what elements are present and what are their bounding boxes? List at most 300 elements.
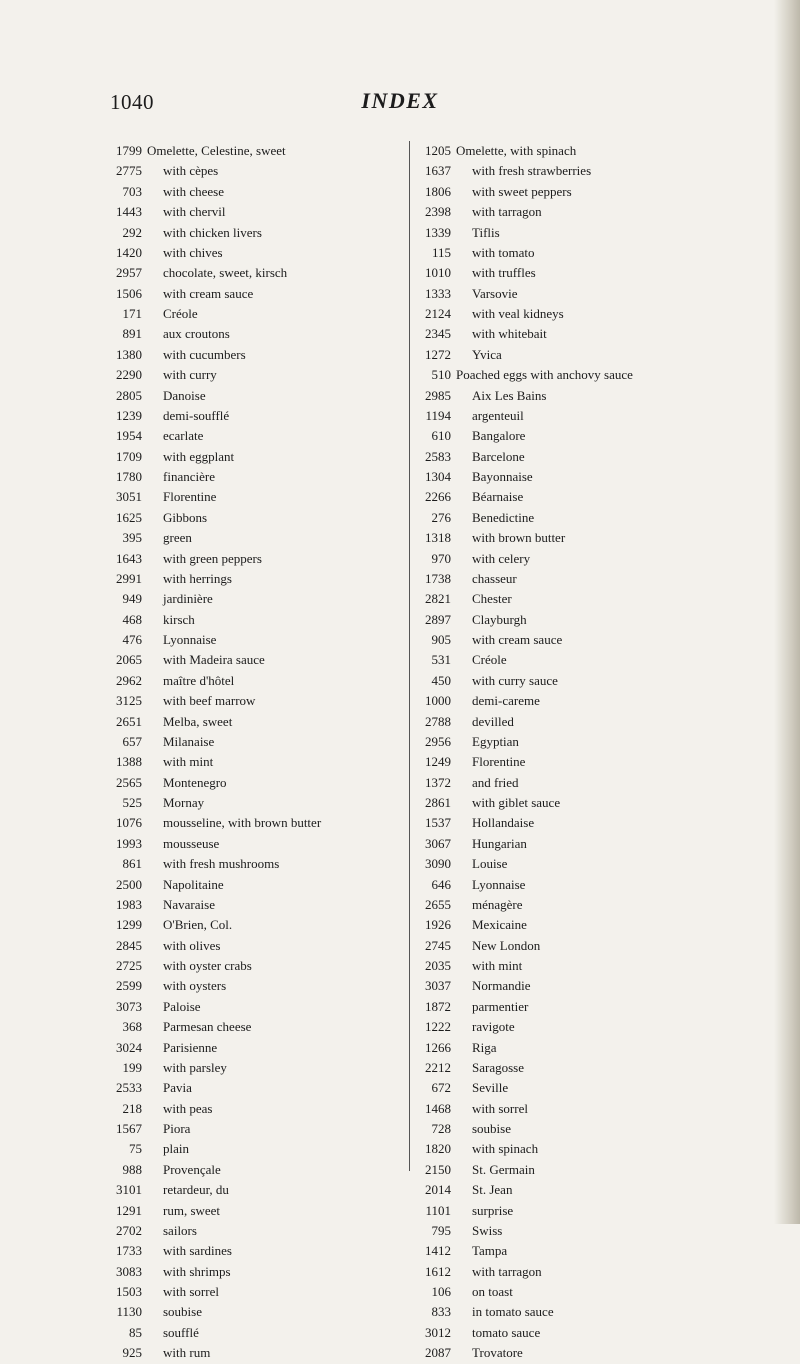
recipe-number: 2150 [425, 1161, 451, 1177]
index-entry [419, 712, 735, 732]
index-entry [110, 1038, 406, 1058]
index-entry [419, 324, 735, 344]
index-entry [419, 202, 735, 222]
index-entry [110, 1262, 406, 1282]
recipe-name: Varsovie [472, 285, 518, 301]
recipe-number: 2775 [116, 163, 142, 179]
index-entry [110, 1139, 406, 1159]
recipe-name: Riga [472, 1039, 497, 1055]
recipe-number: 1205 [425, 143, 451, 158]
recipe-number: 2655 [425, 896, 451, 912]
recipe-name: ménagère [472, 896, 523, 912]
index-entry [110, 1282, 406, 1302]
index-entry [419, 426, 735, 446]
index-entry [419, 773, 735, 793]
recipe-number: 531 [431, 652, 451, 668]
recipe-number: 171 [122, 306, 142, 321]
recipe-number: 1503 [116, 1284, 142, 1299]
recipe-name: ravigote [472, 1019, 515, 1035]
recipe-name: Hollandaise [472, 815, 535, 831]
recipe-number: 2398 [425, 204, 451, 220]
recipe-name: jardinière [163, 591, 213, 607]
recipe-number: 85 [129, 1324, 142, 1340]
recipe-name: with truffles [472, 265, 536, 281]
recipe-number: 1194 [425, 407, 451, 423]
index-entry [110, 223, 406, 243]
recipe-name: on toast [472, 1284, 513, 1299]
recipe-name: Trovatore [472, 1345, 523, 1361]
index-entry [419, 1282, 735, 1302]
index-entry [110, 773, 406, 793]
index-entry [419, 1241, 735, 1261]
recipe-number: 646 [431, 876, 451, 892]
recipe-number: 2788 [425, 713, 451, 729]
recipe-name: with parsley [163, 1059, 227, 1075]
index-entry [419, 1180, 735, 1200]
index-entry [110, 997, 406, 1017]
index-entry [419, 386, 735, 406]
index-entry [419, 508, 735, 528]
recipe-name: Navaraise [163, 896, 215, 912]
recipe-name: kirsch [163, 611, 195, 627]
index-entry [110, 732, 406, 752]
recipe-number: 1872 [425, 998, 451, 1014]
recipe-name: Gibbons [163, 509, 208, 525]
index-entry [110, 508, 406, 528]
recipe-name: O'Brien, Col. [163, 917, 233, 933]
recipe-name: Saragosse [472, 1059, 524, 1075]
recipe-name: Provençale [163, 1161, 221, 1177]
recipe-number: 2861 [425, 795, 451, 810]
index-entry [419, 936, 735, 956]
index-entry [419, 569, 735, 589]
recipe-number: 970 [431, 550, 451, 566]
recipe-number: 3051 [116, 489, 142, 505]
index-entry [110, 712, 406, 732]
recipe-number: 2957 [116, 265, 142, 281]
recipe-name: New London [472, 937, 541, 953]
recipe-number: 1567 [116, 1121, 142, 1136]
page-title: INDEX [361, 88, 439, 113]
recipe-name: maître d'hôtel [163, 672, 235, 688]
index-entry [110, 324, 406, 344]
recipe-number: 2956 [425, 733, 451, 749]
recipe-number: 75 [129, 1141, 142, 1157]
recipe-name: sailors [163, 1222, 197, 1238]
recipe-name: Hungarian [472, 835, 527, 851]
recipe-number: 1643 [116, 550, 142, 566]
recipe-name: Poached eggs with anchovy sauce [456, 367, 633, 383]
recipe-number: 1333 [425, 285, 451, 301]
recipe-name: with veal kidneys [472, 306, 564, 321]
recipe-name: tomato sauce [472, 1324, 541, 1340]
recipe-number: 1983 [116, 896, 142, 912]
recipe-name: parmentier [472, 998, 529, 1014]
index-entry [110, 1078, 406, 1098]
recipe-number: 3024 [116, 1039, 142, 1055]
recipe-number: 2565 [116, 774, 142, 790]
recipe-name: rum, sweet [163, 1202, 221, 1218]
index-entry [419, 630, 735, 650]
index-entry [110, 671, 406, 691]
recipe-number: 1318 [425, 530, 451, 546]
index-entry [110, 752, 406, 772]
recipe-number: 988 [122, 1161, 142, 1177]
recipe-number: 1954 [116, 428, 142, 444]
recipe-name: with shrimps [163, 1263, 231, 1279]
index-entry [110, 467, 406, 487]
recipe-number: 1299 [116, 917, 142, 933]
index-entry [110, 895, 406, 915]
recipe-number: 2087 [425, 1345, 451, 1361]
index-entry [110, 243, 406, 263]
recipe-name: with curry sauce [472, 672, 558, 688]
recipe-name: with whitebait [472, 326, 547, 342]
recipe-name: surprise [472, 1202, 514, 1218]
index-entry [419, 141, 735, 161]
recipe-name: with chervil [163, 204, 226, 220]
recipe-name: with sorrel [472, 1100, 528, 1116]
page-number: 1040 [110, 90, 154, 114]
index-entry [419, 956, 735, 976]
index-entry [419, 1302, 735, 1322]
recipe-name: with cream sauce [163, 285, 254, 301]
recipe-number: 1000 [425, 693, 451, 709]
index-entry [110, 1241, 406, 1261]
recipe-name: with tarragon [472, 204, 542, 220]
recipe-number: 2897 [425, 611, 451, 627]
index-entry [110, 141, 406, 161]
recipe-number: 2290 [116, 367, 142, 383]
recipe-name: Clayburgh [472, 611, 527, 627]
recipe-number: 1372 [425, 774, 451, 790]
recipe-name: with brown butter [472, 530, 566, 546]
recipe-number: 861 [122, 856, 142, 872]
recipe-name: with mint [472, 958, 523, 973]
recipe-number: 1799 [116, 143, 142, 158]
page-edge-shadow [774, 0, 800, 1224]
recipe-number: 728 [431, 1121, 451, 1136]
index-entry [110, 1099, 406, 1119]
recipe-number: 1101 [425, 1202, 451, 1218]
index-columns [110, 141, 730, 1361]
recipe-name: Milanaise [163, 733, 215, 749]
recipe-name: with oyster crabs [163, 958, 252, 973]
recipe-number: 2985 [425, 387, 451, 403]
index-entry [419, 406, 735, 426]
index-entry [110, 793, 406, 813]
recipe-name: demi-careme [472, 693, 540, 709]
recipe-name: in tomato sauce [472, 1304, 554, 1320]
recipe-name: Tampa [472, 1243, 508, 1259]
recipe-name: with cream sauce [472, 632, 563, 647]
recipe-name: Chester [472, 591, 512, 607]
index-entry [110, 610, 406, 630]
index-entry [419, 915, 735, 935]
index-entry [110, 365, 406, 385]
recipe-number: 949 [122, 591, 142, 607]
recipe-number: 3073 [116, 998, 142, 1014]
recipe-number: 2725 [116, 958, 142, 973]
recipe-name: with beef marrow [163, 693, 256, 709]
recipe-number: 510 [431, 367, 451, 383]
recipe-name: Louise [472, 856, 508, 872]
recipe-name: with rum [163, 1345, 211, 1361]
recipe-name: Montenegro [163, 774, 227, 790]
recipe-number: 1780 [116, 469, 142, 484]
index-entry [110, 386, 406, 406]
index-entry [419, 1139, 735, 1159]
recipe-number: 1420 [116, 244, 142, 260]
index-entry [419, 1160, 735, 1180]
recipe-name: St. Germain [472, 1161, 535, 1177]
index-entry [110, 1180, 406, 1200]
right-column [419, 141, 735, 1361]
recipe-number: 525 [122, 795, 142, 810]
recipe-name: with spinach [472, 1141, 539, 1157]
recipe-number: 476 [122, 632, 142, 647]
index-entry [110, 813, 406, 833]
recipe-name: green [163, 530, 192, 546]
recipe-number: 450 [431, 672, 451, 688]
recipe-name: Parisienne [163, 1039, 218, 1055]
index-entry [419, 1099, 735, 1119]
recipe-number: 1625 [116, 509, 142, 525]
recipe-number: 3090 [425, 856, 451, 872]
recipe-number: 1339 [425, 224, 451, 240]
recipe-number: 1443 [116, 204, 142, 220]
recipe-number: 2500 [116, 876, 142, 892]
recipe-number: 1506 [116, 285, 142, 301]
index-entry [419, 549, 735, 569]
index-entry [419, 875, 735, 895]
recipe-number: 395 [122, 530, 142, 546]
recipe-name: with eggplant [163, 448, 235, 464]
recipe-name: Melba, sweet [163, 713, 233, 729]
recipe-number: 1709 [116, 448, 142, 464]
recipe-number: 1412 [425, 1243, 451, 1259]
recipe-name: with green peppers [163, 550, 262, 566]
recipe-name: with tomato [472, 244, 535, 260]
index-entry [110, 1323, 406, 1343]
index-entry [110, 650, 406, 670]
index-entry [110, 630, 406, 650]
recipe-name: with giblet sauce [472, 795, 561, 810]
recipe-name: Bayonnaise [472, 469, 533, 484]
index-entry [110, 915, 406, 935]
index-entry [419, 1343, 735, 1363]
recipe-name: Normandie [472, 978, 531, 994]
recipe-name: with herrings [163, 570, 232, 586]
recipe-name: Egyptian [472, 733, 519, 749]
recipe-name: with cucumbers [163, 346, 246, 362]
index-entry [110, 304, 406, 324]
index-entry [419, 671, 735, 691]
index-entry [110, 875, 406, 895]
index-entry [110, 691, 406, 711]
left-column [110, 141, 406, 1361]
index-entry [419, 182, 735, 202]
recipe-number: 1380 [116, 346, 142, 362]
recipe-number: 3125 [116, 693, 142, 709]
recipe-number: 1291 [116, 1202, 142, 1218]
recipe-name: Créole [472, 652, 507, 668]
index-entry [419, 691, 735, 711]
index-entry [110, 161, 406, 181]
recipe-name: chasseur [472, 570, 517, 586]
index-entry [110, 528, 406, 548]
recipe-number: 657 [122, 733, 142, 749]
index-entry [419, 1017, 735, 1037]
recipe-number: 1820 [425, 1141, 451, 1157]
recipe-number: 2124 [425, 306, 451, 321]
recipe-number: 1993 [116, 835, 142, 851]
recipe-number: 891 [122, 326, 142, 342]
recipe-name: plain [163, 1141, 189, 1157]
recipe-name: Danoise [163, 387, 206, 403]
index-entry [419, 854, 735, 874]
index-entry [419, 589, 735, 609]
index-entry [110, 202, 406, 222]
index-entry [110, 936, 406, 956]
index-entry [110, 834, 406, 854]
index-entry [110, 1201, 406, 1221]
recipe-name: demi-soufflé [163, 407, 230, 423]
index-entry [110, 1160, 406, 1180]
recipe-name: chocolate, sweet, kirsch [163, 265, 288, 281]
recipe-name: with sorrel [163, 1284, 219, 1299]
recipe-number: 1130 [116, 1304, 142, 1320]
recipe-name: Seville [472, 1080, 509, 1096]
index-entry [419, 528, 735, 548]
recipe-number: 1304 [425, 469, 451, 484]
index-entry [419, 223, 735, 243]
recipe-name: with mint [163, 754, 214, 770]
recipe-name: soubise [472, 1121, 511, 1136]
recipe-number: 2821 [425, 591, 451, 607]
recipe-number: 2065 [116, 652, 142, 668]
recipe-name: Paloise [163, 998, 201, 1014]
recipe-name: Mexicaine [472, 917, 527, 933]
recipe-name: Barcelone [472, 448, 525, 464]
recipe-number: 468 [122, 611, 142, 627]
recipe-number: 2845 [116, 937, 142, 953]
recipe-name: St. Jean [472, 1182, 513, 1198]
index-entry [419, 345, 735, 365]
index-entry [419, 997, 735, 1017]
recipe-number: 2805 [116, 387, 142, 403]
recipe-number: 3037 [425, 978, 451, 994]
index-entry [419, 1038, 735, 1058]
recipe-name: Aix Les Bains [472, 387, 547, 403]
recipe-number: 1388 [116, 754, 142, 770]
index-entry [419, 161, 735, 181]
recipe-number: 2599 [116, 978, 142, 994]
recipe-name: ecarlate [163, 428, 204, 444]
index-entry [110, 1343, 406, 1363]
index-entry [419, 813, 735, 833]
index-entry [110, 426, 406, 446]
recipe-name: Créole [163, 306, 198, 321]
recipe-name: with Madeira sauce [163, 652, 265, 668]
index-entry [419, 1078, 735, 1098]
recipe-number: 3101 [116, 1182, 142, 1198]
recipe-name: Piora [163, 1121, 191, 1136]
recipe-name: and fried [472, 774, 519, 790]
recipe-number: 1806 [425, 183, 451, 199]
recipe-number: 1249 [425, 754, 451, 770]
index-entry [419, 1201, 735, 1221]
recipe-name: with curry [163, 367, 217, 383]
recipe-number: 610 [431, 428, 451, 444]
recipe-name: with fresh mushrooms [163, 856, 280, 872]
recipe-name: Mornay [163, 795, 205, 810]
recipe-name: Napolitaine [163, 876, 224, 892]
recipe-number: 2533 [116, 1080, 142, 1096]
recipe-name: Florentine [163, 489, 217, 505]
recipe-name: with oysters [163, 978, 227, 994]
index-entry [419, 467, 735, 487]
recipe-number: 218 [122, 1100, 142, 1116]
index-entry [110, 284, 406, 304]
recipe-name: Omelette, Celestine, sweet [147, 143, 286, 158]
index-entry [419, 834, 735, 854]
recipe-number: 2702 [116, 1222, 142, 1238]
recipe-number: 3012 [425, 1324, 451, 1340]
recipe-number: 1733 [116, 1243, 142, 1259]
recipe-number: 292 [122, 224, 142, 240]
recipe-number: 2583 [425, 448, 451, 464]
index-entry [110, 1119, 406, 1139]
index-entry [110, 1017, 406, 1037]
recipe-name: with celery [472, 550, 531, 566]
recipe-name: Omelette, with spinach [456, 143, 577, 158]
recipe-number: 925 [122, 1345, 142, 1361]
recipe-number: 1076 [116, 815, 142, 831]
index-entry [419, 732, 735, 752]
index-entry [419, 447, 735, 467]
recipe-number: 1738 [425, 570, 451, 586]
recipe-number: 2962 [116, 672, 142, 688]
recipe-number: 1637 [425, 163, 451, 179]
recipe-name: Lyonnaise [472, 876, 526, 892]
recipe-number: 368 [122, 1019, 142, 1035]
recipe-number: 3083 [116, 1263, 142, 1279]
recipe-name: Bangalore [472, 428, 526, 444]
recipe-number: 2035 [425, 958, 451, 973]
column-divider [409, 141, 410, 1171]
recipe-number: 1239 [116, 407, 142, 423]
index-entry [419, 650, 735, 670]
recipe-number: 2266 [425, 489, 451, 505]
index-entry [110, 569, 406, 589]
recipe-number: 833 [431, 1304, 451, 1320]
index-entry [419, 263, 735, 283]
recipe-number: 1926 [425, 917, 451, 933]
index-entry [419, 976, 735, 996]
index-entry [110, 487, 406, 507]
recipe-name: mousseline, with brown butter [163, 815, 322, 831]
recipe-name: with chicken livers [163, 224, 262, 240]
index-entry [419, 1119, 735, 1139]
recipe-name: Lyonnaise [163, 632, 217, 647]
index-entry [110, 263, 406, 283]
recipe-number: 2014 [425, 1182, 451, 1198]
index-entry [419, 304, 735, 324]
index-entry [419, 1262, 735, 1282]
recipe-number: 1468 [425, 1100, 451, 1116]
recipe-name: with peas [163, 1100, 213, 1116]
